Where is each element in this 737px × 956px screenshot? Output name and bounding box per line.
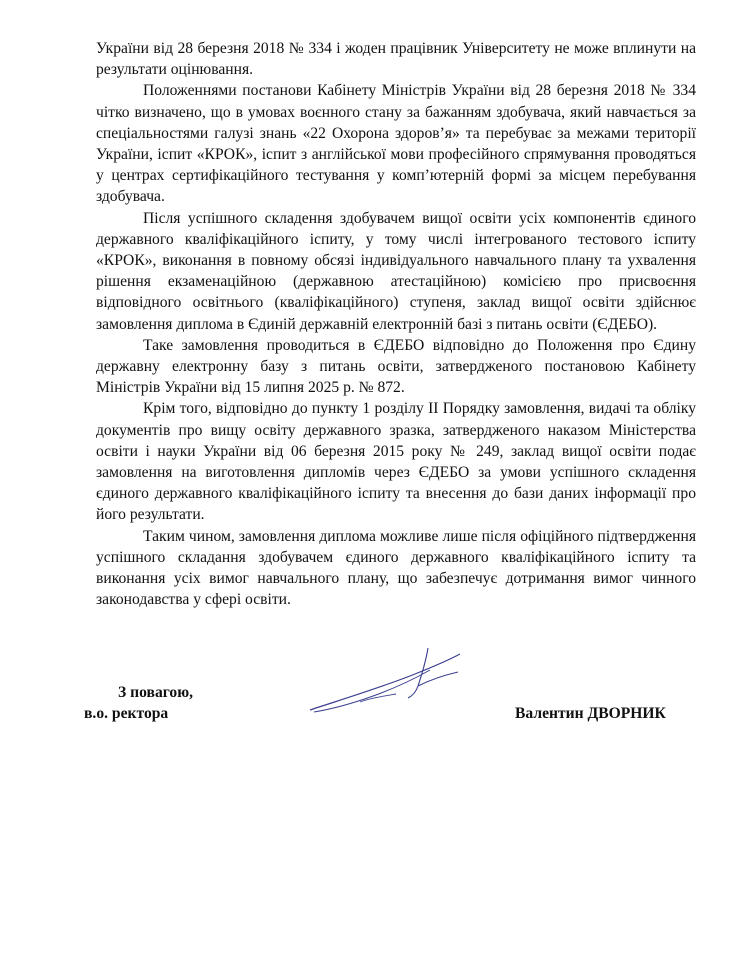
signatory-position: в.о. ректора (84, 705, 169, 722)
paragraph-3: Після успішного складення здобувачем вищої освіти усіх компонентів єдиного державного кваліфікаційного іспиту, у тому числі інтегрованого тестового іспиту «КРОК», виконання в повному обсязі індивідуального навчального плану та ухвалення рішення екзаменаційною (державною атестаційною) комісією про присвоєння відповідного освітнього (кваліфікаційного) ступеня, заклад вищої освіти здійснює замовлення диплома в Єдиній державній електронній базі з питань освіти (ЄДЕБО). (96, 209, 696, 333)
handwritten-signature (300, 640, 470, 720)
closing-phrase: З повагою, (118, 684, 194, 701)
paragraph-5: Крім того, відповідно до пункту 1 розділу ІІ Порядку замовлення, видачі та обліку документів про вищу освіту державного зразка, затвердженого наказом Міністерства освіти і науки України від 06 березня 2015 року № 249, заклад вищої освіти подає замовлення на виготовлення дипломів через ЄДЕБО за умови успішного складення єдиного державного кваліфікаційного іспиту та внесення до бази даних інформації про його результати. (96, 400, 696, 524)
signatory-name: Валентин ДВОРНИК (515, 705, 666, 722)
paragraph-6: Таким чином, замовлення диплома можливе лише після офіційного підтвердження успішного складання здобувачем єдиного державного кваліфікаційного іспиту та виконання усіх вимог навчального плану, що забезпечує дотримання вимог чинного законодавства у сфері освіти. (96, 527, 696, 609)
paragraph-1: України від 28 березня 2018 № 334 і жоден працівник Університету не може вплинути на результати оцінювання. (96, 40, 696, 79)
paragraph-2: Положеннями постанови Кабінету Міністрів України від 28 березня 2018 № 334 чітко визначено, що в умовах воєнного стану за бажанням здобувача, який навчається за спеціальностями галузі знань «22 Охорона здоров’я» та перебуває за межами території України, іспит «КРОК», іспит з англійської мови професійного спрямування проводяться у центрах сертифікаційного тестування у комп’ютерній формі за місцем перебування здобувача. (96, 82, 696, 206)
paragraph-4: Таке замовлення проводиться в ЄДЕБО відповідно до Положення про Єдину державну електронну базу з питань освіти, затвердженого постановою Кабінету Міністрів України від 15 липня 2025 р. № 872. (96, 336, 696, 397)
